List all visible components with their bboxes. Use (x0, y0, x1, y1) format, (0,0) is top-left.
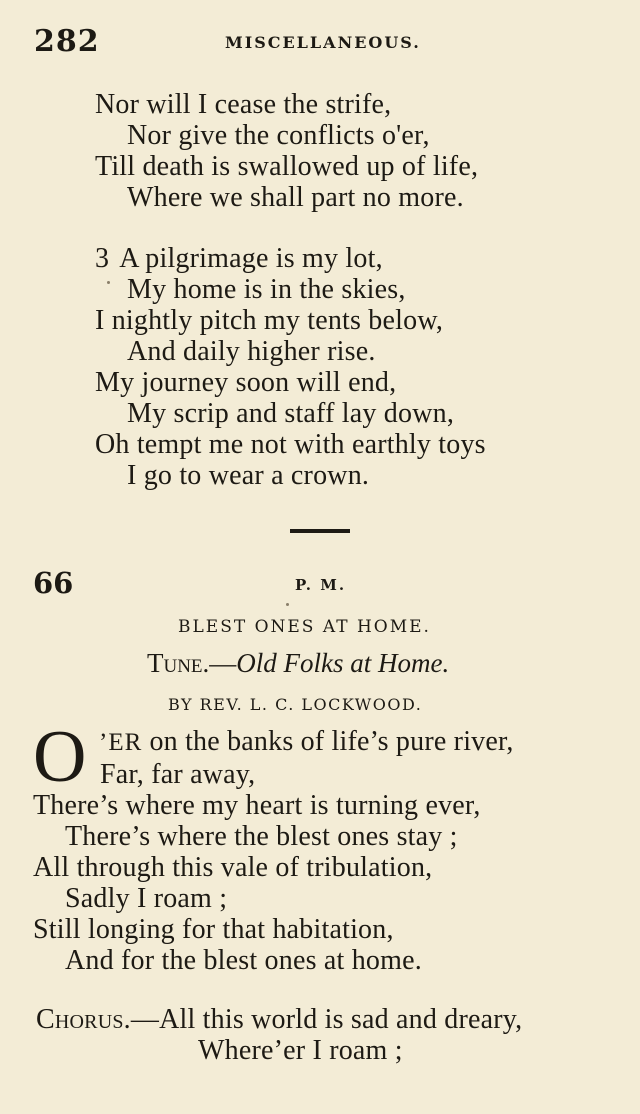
first-line-rest: on the banks of life’s pure river, (142, 726, 514, 757)
tune-line (147, 648, 449, 679)
verse-line: Where we shall part no more. (127, 182, 464, 213)
verse-3-first-line (95, 243, 383, 274)
verse-line: Nor give the conflicts o'er, (127, 120, 430, 151)
verse-line: I nightly pitch my tents below, (95, 305, 444, 336)
verse-line: My scrip and staff lay down, (127, 398, 455, 429)
tune-name: Old Folks at Home. (236, 648, 450, 678)
hymn-line: Still longing for that habitation, (33, 914, 394, 945)
verse-number: 3 (95, 243, 110, 274)
hymn-line: Sadly I roam ; (65, 883, 228, 914)
tune-dash: — (209, 648, 237, 678)
hymn-title: BLEST ONES AT HOME. (178, 617, 431, 637)
page-number: 282 (34, 24, 100, 59)
chorus-line: All this world is sad and dreary, (159, 1004, 523, 1035)
section-divider (290, 529, 350, 533)
verse-line: Oh tempt me not with earthly toys (95, 429, 486, 460)
hymn-line: There’s where the blest ones stay ; (65, 821, 458, 852)
hymn-meter: P. M. (295, 576, 347, 594)
hymn-first-line (99, 726, 514, 758)
hymn-line: And for the blest ones at home. (65, 945, 422, 976)
hymn-line: All through this vale of tribulation, (33, 852, 433, 883)
verse-line: And daily higher rise. (127, 336, 376, 367)
chorus-dash: — (130, 1004, 160, 1035)
chorus-label: Chorus. (36, 1004, 131, 1035)
verse-line: My home is in the skies, (127, 274, 406, 305)
hymn-line: Far, far away, (100, 759, 256, 790)
first-line-caps: ’ER (99, 729, 143, 756)
hymn-number: 66 (33, 566, 74, 600)
tune-label: Tune. (147, 648, 210, 678)
drop-cap: O (33, 716, 87, 798)
verse-line: Nor will I cease the strife, (95, 89, 392, 120)
chorus-line: Where’er I roam ; (198, 1035, 403, 1066)
verse-line: I go to wear a crown. (127, 460, 370, 491)
print-speck (107, 281, 110, 284)
verse-line: A pilgrimage is my lot, (119, 243, 383, 274)
hymn-line: There’s where my heart is turning ever, (33, 790, 481, 821)
verse-line: Till death is swallowed up of life, (95, 151, 479, 182)
hymn-author: BY REV. L. C. LOCKWOOD. (168, 695, 423, 714)
print-speck (286, 603, 289, 606)
chorus-first-line (36, 1004, 522, 1035)
running-head: MISCELLANEOUS. (225, 33, 421, 52)
verse-line: My journey soon will end, (95, 367, 397, 398)
